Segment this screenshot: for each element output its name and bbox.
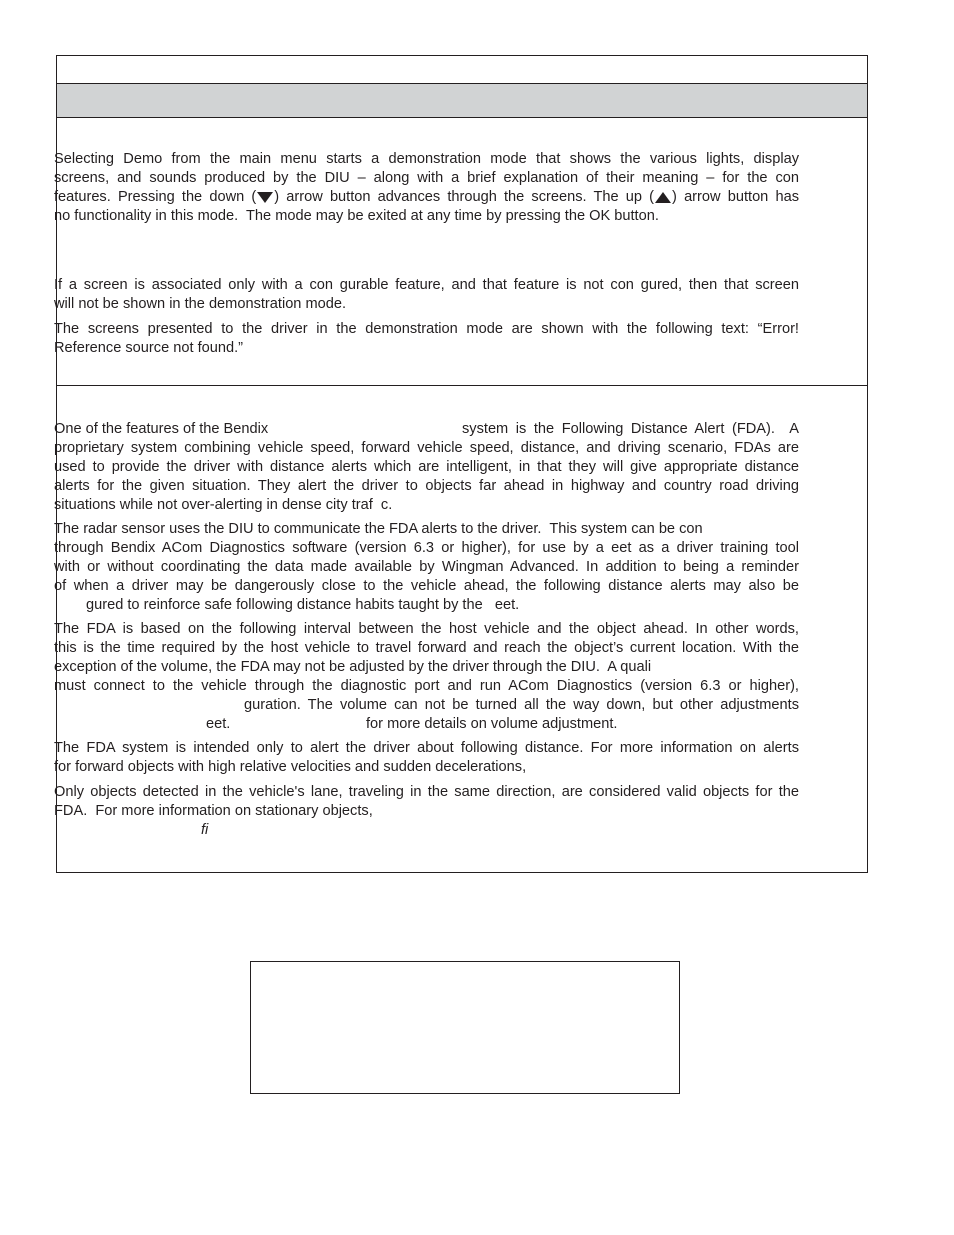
demo-paragraph-1 xyxy=(54,150,799,226)
text-line: of when a driver may be dangerously close to the vehicle ahead, the following distance alerts may also be xyxy=(54,578,799,594)
section-divider xyxy=(57,385,867,386)
text-line: The screens presented to the driver in the demonstration mode are shown with the following text: “Error! xyxy=(54,321,799,337)
section-title-bar xyxy=(57,84,867,118)
text-line: alerts for the given situation. They alert the driver to objects far ahead in highway and country road driving xyxy=(54,478,799,494)
header-row xyxy=(57,56,867,84)
fda-paragraph-5 xyxy=(54,783,799,840)
demo-paragraph-2 xyxy=(54,276,799,314)
text-line: FDA. For more information on stationary objects, xyxy=(54,803,373,819)
demo-paragraph-3 xyxy=(54,320,799,358)
text-line: The FDA is based on the following interval between the host vehicle and the object ahead. In other words, xyxy=(54,621,799,637)
text-line: no functionality in this mode. The mode may be exited at any time by pressing the OK button. xyxy=(54,208,659,224)
text-line: with or without coordinating the data made available by Wingman Advanced. In addition to being a reminder xyxy=(54,559,799,575)
text-line: must connect to the vehicle through the diagnostic port and run ACom Diagnostics (version 6.3 or higher), xyxy=(54,678,799,694)
text-line: The radar sensor uses the DIU to communicate the FDA alerts to the driver. This system can be con xyxy=(54,521,703,537)
text-line: exception of the volume, the FDA may not be adjusted by the driver through the DIU. A quali xyxy=(54,659,652,675)
text-fragment: ) arrow button has xyxy=(672,189,799,205)
fda-paragraph-2 xyxy=(54,520,799,615)
text-line: If a screen is associated only with a con gurable feature, and that feature is not con gured, then that screen xyxy=(54,277,799,293)
text-fragment: eet. xyxy=(206,716,231,732)
text-line: will not be shown in the demonstration mode. xyxy=(54,296,347,312)
down-arrow-icon xyxy=(257,192,273,203)
fda-paragraph-4 xyxy=(54,739,799,777)
text-line: used to provide the driver with distance alerts which are intelligent, in that they will give appropriate distance xyxy=(54,459,799,475)
text-line: The FDA system is intended only to alert the driver about following distance. For more information on alerts xyxy=(54,740,799,756)
text-line: situations while not over-alerting in dense city traf c. xyxy=(54,497,393,513)
text-line: Selecting Demo from the main menu starts a demonstration mode that shows the various lights, display xyxy=(54,151,799,167)
text-line: screens, and sounds produced by the DIU – along with a brief explanation of their meaning – for the con xyxy=(54,170,799,186)
text-fragment: features. Pressing the down ( xyxy=(54,189,257,205)
text-line xyxy=(54,715,799,734)
text-line: this is the time required by the host vehicle to travel forward and reach the object’s current location. With the xyxy=(54,640,799,656)
text-fragment: for more details on volume adjustment. xyxy=(366,716,618,732)
text-line: Reference source not found.” xyxy=(54,340,244,356)
text-line: proprietary system combining vehicle speed, forward vehicle speed, distance, and driving scenario, FDAs are xyxy=(54,440,799,456)
text-line: for forward objects with high relative velocities and sudden decelerations, xyxy=(54,759,527,775)
text-line xyxy=(54,188,799,207)
fda-paragraph-1 xyxy=(54,420,799,515)
text-fragment: ) arrow button advances through the screens. The up ( xyxy=(274,189,655,205)
note-box xyxy=(250,961,680,1094)
text-line: guration. The volume can not be turned all the way down, but other adjustments xyxy=(244,697,799,713)
text-line: Only objects detected in the vehicle's lane, traveling in the same direction, are considered valid objects for the xyxy=(54,784,799,800)
fda-paragraph-3 xyxy=(54,620,799,734)
text-line xyxy=(54,420,799,439)
text-fragment: One of the features of the Bendix xyxy=(54,421,269,437)
text-line: fi xyxy=(201,822,209,838)
up-arrow-icon xyxy=(655,192,671,203)
text-line: through Bendix ACom Diagnostics software (version 6.3 or higher), for use by a eet as a driver training tool xyxy=(54,540,799,556)
text-fragment: system is the Following Distance Alert (FDA). A xyxy=(462,421,799,437)
text-line: gured to reinforce safe following distance habits taught by the eet. xyxy=(86,597,520,613)
